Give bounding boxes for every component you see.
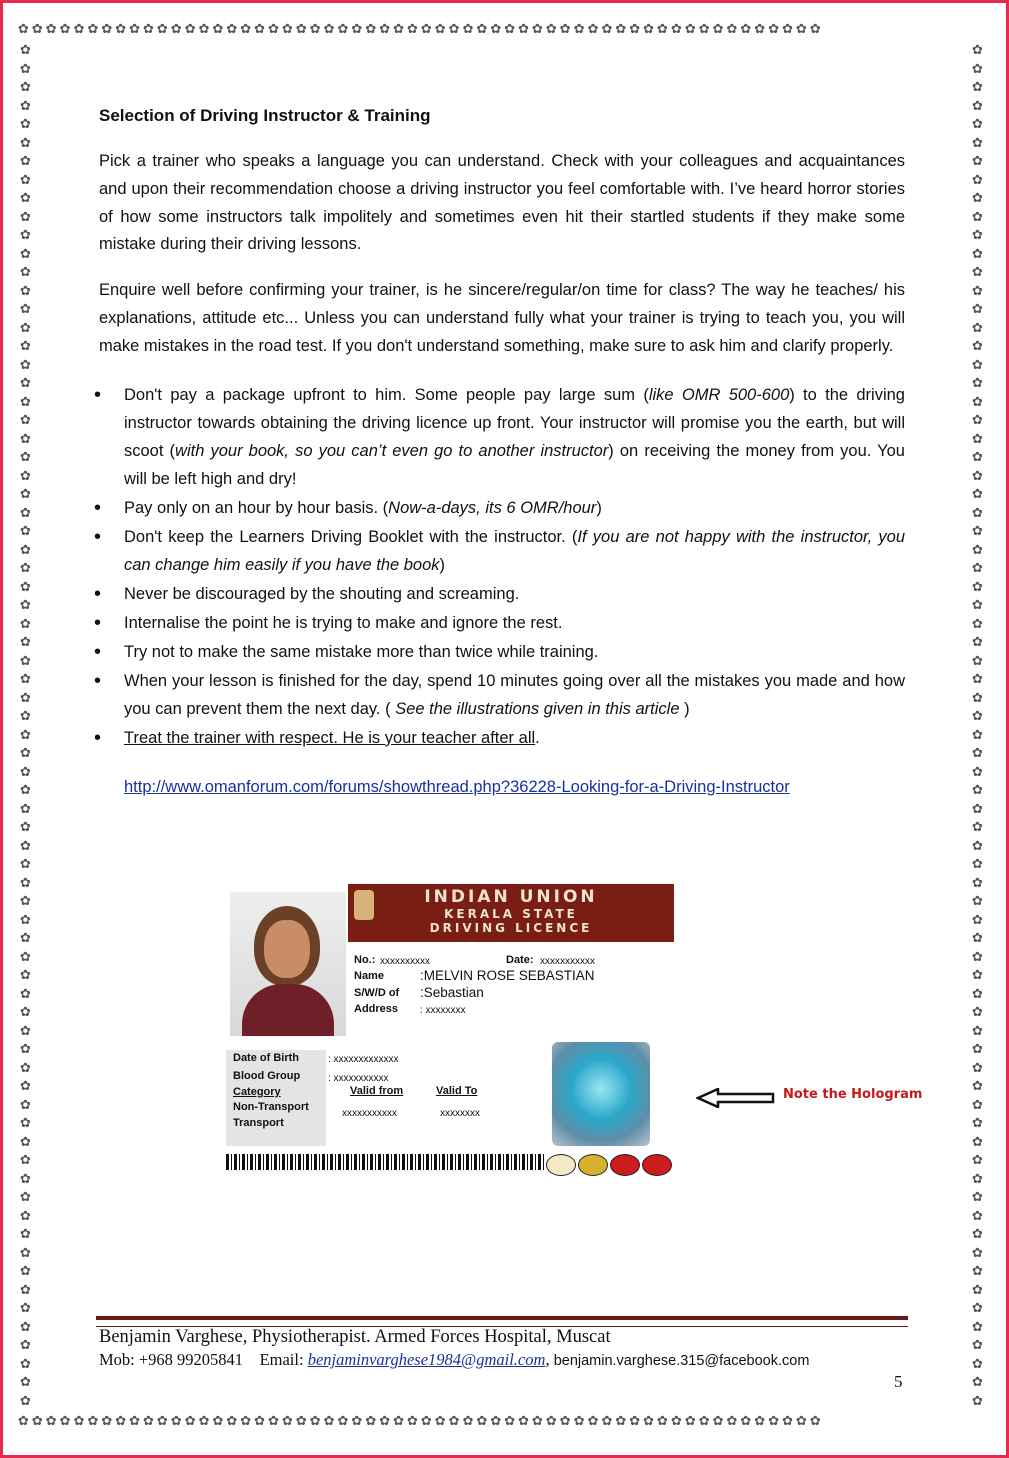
- arrow-left-icon: [696, 1088, 776, 1108]
- email-link[interactable]: benjaminvarghese1984@gmail.com: [307, 1350, 546, 1369]
- page-number: 5: [894, 1372, 903, 1391]
- list-item: • Internalise the point he is trying to make and ignore the rest.: [99, 609, 905, 637]
- licence-photo: [230, 892, 346, 1036]
- section-heading: Selection of Driving Instructor & Training: [99, 106, 431, 125]
- paragraph-2: Enquire well before confirming your trainer, is he sincere/regular/on time for class? The way he teaches/ his explanations, attitude etc... Unless you can understand fully what your trainer is trying to teach you, you will make mistakes in the road test. If you don't understand something, make sure to ask him and clarify properly.: [99, 281, 905, 355]
- list-item: • Never be discouraged by the shouting and screaming.: [99, 580, 905, 608]
- footer-author: Benjamin Varghese, Physiotherapist. Armed Forces Hospital, Muscat: [99, 1327, 611, 1347]
- driving-licence-image: INDIAN UNION KERALA STATE DRIVING LICENCE No.: xxxxxxxxxx Date: xxxxxxxxxxx Name :MELVIN ROSE SEBASTIAN S/W/D of :Sebastian Address : xxxxxxxx Date of Birth : xxxxxxxxxxxxx Blood Group : xxxxxxxxxxx Category Non-Transport Transport Valid from Valid To xxxxxxxxxxx xxxxxxxx: [226, 884, 676, 1174]
- forum-link[interactable]: http://www.omanforum.com/forums/showthread.php?36228-Looking-for-a-Driving-Instructor: [124, 777, 790, 796]
- footer-rule: [96, 1316, 908, 1327]
- decorative-border-top: ✿✿✿✿✿✿✿✿✿✿✿✿✿✿✿✿✿✿✿✿✿✿✿✿✿✿✿✿✿✿✿✿✿✿✿✿✿✿✿✿✿✿✿✿✿✿✿✿✿✿✿✿✿✿✿✿✿✿: [18, 22, 824, 37]
- paragraph-1: Pick a trainer who speaks a language you can understand. Check with your colleagues and acquaintances and upon their recommendation choose a driving instructor you feel comfortable with. I’ve heard horror stories of how some instructors talk impolitely and sometimes even hit their startled students if they make some mistake during their driving lessons.: [99, 152, 905, 254]
- list-item: • Try not to make the same mistake more than twice while training.: [99, 638, 905, 666]
- list-item: • Pay only on an hour by hour basis. (Now-a-days, its 6 OMR/hour): [99, 494, 905, 522]
- hologram-note: Note the Hologram: [783, 1087, 923, 1102]
- decorative-border-right: ✿✿✿✿✿✿✿✿✿✿✿✿✿✿✿✿✿✿✿✿✿✿✿✿✿✿✿✿✿✿✿✿✿✿✿✿✿✿✿✿✿✿✿✿✿✿✿✿✿✿✿✿✿✿✿✿✿✿✿✿✿✿✿✿✿✿✿✿✿✿✿✿✿✿: [972, 43, 983, 1409]
- list-item: • Don't keep the Learners Driving Booklet with the instructor. (If you are not happy with the instructor, you can change him easily if you have the book): [99, 523, 905, 579]
- emblem-icon: [354, 890, 374, 920]
- list-item: • Treat the trainer with respect. He is your teacher after all.: [99, 724, 905, 752]
- hologram: [552, 1042, 650, 1146]
- article-body: [99, 106, 905, 797]
- footer-contact: Mob: +968 99205841 Email: benjaminvarghese1984@gmail.com, benjamin.varghese.315@facebook.com: [99, 1350, 810, 1369]
- barcode: [226, 1154, 544, 1170]
- list-item: • When your lesson is finished for the day, spend 10 minutes going over all the mistakes you made and how you can prevent them the next day. ( See the illustrations given in this article ): [99, 667, 905, 723]
- decorative-border-bottom: ✿✿✿✿✿✿✿✿✿✿✿✿✿✿✿✿✿✿✿✿✿✿✿✿✿✿✿✿✿✿✿✿✿✿✿✿✿✿✿✿✿✿✿✿✿✿✿✿✿✿✿✿✿✿✿✿✿✿: [18, 1414, 824, 1429]
- list-item: • Don't pay a package upfront to him. Some people pay large sum (like OMR 500-600) to the driving instructor towards obtaining the driving licence up front. Your instructor will promise you the earth, but will scoot (with your book, so you can’t even go to another instructor) on receiving the money from you. You will be left high and dry!: [99, 381, 905, 493]
- decorative-border-left: ✿✿✿✿✿✿✿✿✿✿✿✿✿✿✿✿✿✿✿✿✿✿✿✿✿✿✿✿✿✿✿✿✿✿✿✿✿✿✿✿✿✿✿✿✿✿✿✿✿✿✿✿✿✿✿✿✿✿✿✿✿✿✿✿✿✿✿✿✿✿✿✿✿✿: [20, 43, 31, 1409]
- tips-list: [99, 381, 905, 752]
- licence-header: INDIAN UNION KERALA STATE DRIVING LICENCE: [348, 884, 674, 942]
